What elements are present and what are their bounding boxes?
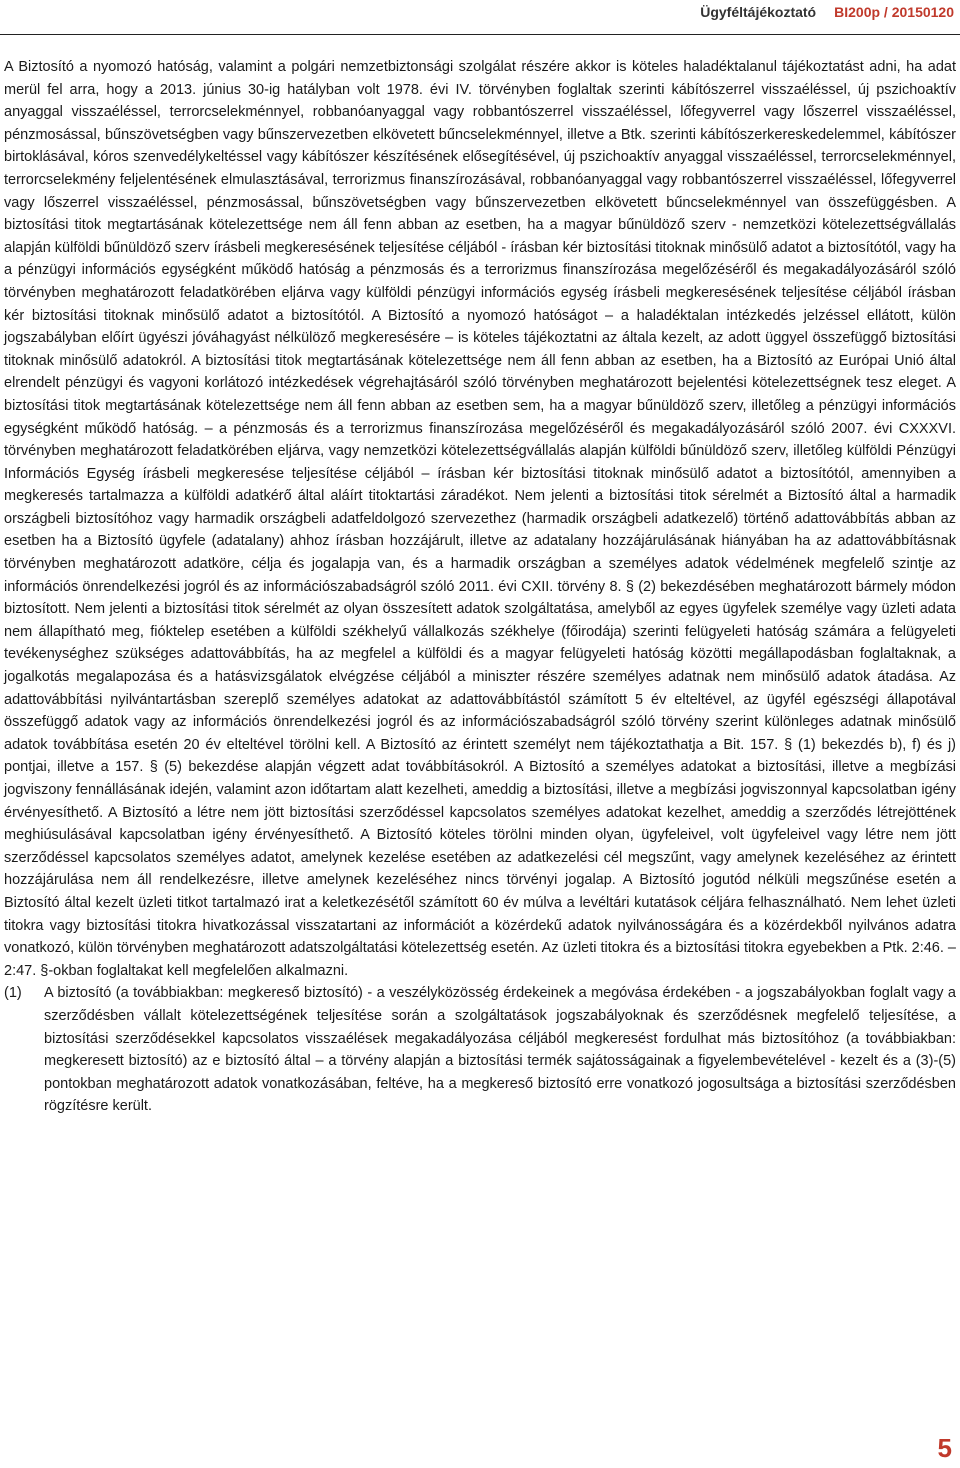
body-paragraph: A Biztosító a nyomozó hatóság, valamint a polgári nemzetbiztonsági szolgálat részére akkor is köteles haladéktalanul tájékoztatást adni, ha adat merül fel arra, hogy a 2013. június 30-ig hatályban volt 1978. évi IV. törvényben foglaltak szerinti kábítószerrel visszaéléssel, új pszichoaktív anyaggal visszaéléssel, terrorcselekménnyel, robbanóanyaggal vagy robbantószerrel visszaéléssel, lőfegyverrel vagy lőszerrel visszaéléssel, pénzmosással, bűnszövetségben vagy bűnszervezetben elkövetett bűncselekménnyel, illetve a Btk. szerinti kábítószerkereskedelemmel, kábítószer birtoklásával, kóros szenvedélykeltéssel vagy kábítószer készítésének elősegítésével, új pszichoaktív anyaggal visszaéléssel, terrorcselekménnyel, terrorcselekmény feljelentésének elmulasztásával, terrorizmus finanszírozásával, robbanóanyaggal vagy robbantószerrel visszaéléssel, lőfegyverrel vagy lőszerrel visszaéléssel, pénzmosással, bűnszövetségben vagy bűnszervezetben elkövetett bűncselekménnyel van összefüggésben. A biztosítási titok megtartásának kötelezettsége nem áll fenn abban az esetben, ha a magyar bűnüldöző szerv - nemzetközi kötelezettségvállalás alapján külföldi bűnüldöző szerv írásbeli megkeresésének teljesítése céljából - írásban kér biztosítási titoknak minősülő adatot a biztosítótól, vagy ha a pénzügyi információs egységként működő hatóság a pénzmosás és a terrorizmus finanszírozása megelőzéséről és megakadályozásáról szóló törvényben meghatározott feladatkörében eljárva vagy külföldi pénzügyi információs egység írásbeli megkeresésének teljesítése céljából írásban kér biztosítási titoknak minősülő adatot a biztosítótól. A Biztosító a nyomozó hatóságot – a haladéktalan intézkedés jelzéssel ellátott, külön jogszabályban előírt ügyészi jóváhagyást nélkülöző megkeresésére – is köteles tájékoztatni az általa kezelt, az adott üggyel összefüggő biztosítási titoknak minősülő adatokról. A biztosítási titok megtartásának kötelezettsége nem áll fenn abban az esetben, ha a Biztosító az Európai Unió által elrendelt pénzügyi és vagyoni korlátozó intézkedések végrehajtásáról szóló törvényben meghatározott bejelentési kötelezettségnek tesz eleget. A biztosítási titok megtartásának kötelezettsége nem áll fenn abban az esetben sem, ha a magyar bűnüldöző szerv, illetőleg a pénzügyi információs egységként működő hatóság. – a pénzmosás és a terrorizmus finanszírozása megelőzéséről és megakadályozásáról szóló 2007. évi CXXXVI. törvényben meghatározott feladatkörében eljárva, vagy nemzetközi kötelezettségvállalás alapján külföldi bűnüldöző szerv, illetőleg külföldi Pénzügyi Információs Egység írásbeli megkeresése teljesítése céljából – írásban kér biztosítási titoknak minősülő adatot a biztosítótól, amennyiben a megkeresés tartalmazza a külföldi adatkérő által aláírt titoktartási záradékot. Nem jelenti a biztosítási titok sérelmét a Biztosító által a harmadik országbeli biztosítóhoz vagy harmadik országbeli adatfeldolgozó szervezethez (harmadik országbeli adatkezelő) történő adattovábbítás abban az esetben ha a Biztosító ügyfele (adatalany) ahhoz írásban hozzájárult, illetve az adatalany hozzájárulásának hiányában ha az adattovábbításnak törvényben meghatározott adatköre, célja és jogalapja van, és a harmadik országban a személyes adatok védelmének megfelelő szintje az információs önrendelkezési jogról és az információszabadságról szóló 2011. évi CXII. törvény 8. § (2) bekezdésében meghatározott bármely módon biztosított. Nem jelenti a biztosítási titok sérelmét az olyan összesített adatok szolgáltatása, amelyből az egyes ügyfelek személye vagy üzleti adata nem állapítható meg, fióktelep esetében a külföldi székhelyű vállalkozás székhelye (főirodája) szerinti felügyeleti hatóság számára a felügyeleti tevékenységhez szükséges adattovábbítás, ha az megfelel a külföldi és a magyar felügyeleti hatóság közötti megállapodásban foglaltaknak, a jogalkotás megalapozása és a hatásvizsgálatok elvégzése céljából a miniszter részére személyes adatnak nem minősülő adatok átadása. Az adattovábbítási nyilvántartásban szereplő személyes adatokat az adattovábbítástól számított 5 év elteltével, az ügyfél egészségi állapotával összefüggő adatok vagy az információs önrendelkezési jogról és az információszabadságról szóló törvény szerint különleges adatnak minősülő adatok továbbítása esetén 20 év elteltével törölni kell. A Biztosító az érintett személyt nem tájékoztathatja a Bit. 157. § (1) bekezdés b), f) és j) pontjai, illetve a 157. § (5) bekezdése alapján végzett adat továbbításokról. A Biztosító a személyes adatokat a biztosítási, illetve a megbízási jogviszony fennállásának idején, valamint azon időtartam alatt kezelheti, ameddig a biztosítási, illetve a megbízási jogviszonnyal kapcsolatban igény érvényesíthető. A Biztosító a létre nem jött biztosítási szerződéssel kapcsolatos személyes adatokat kezelhet, ameddig a szerződés létrejöttének meghiúsulásával kapcsolatban igény érvényesíthető. A Biztosító köteles törölni minden olyan, ügyfeleivel, volt ügyfeleivel vagy létre nem jött szerződéssel kapcsolatos személyes adatot, amelynek kezelése esetében az adatkezelési cél megszűnt, vagy amelynek kezeléséhez az érintett hozzájárulása nem áll rendelkezésre, illetve amelynek kezeléséhez nincs törvényi jogalap. A Biztosító jogutód nélküli megszűnése esetén a Biztosító által kezelt üzleti titkot tartalmazó irat a keletkezésétől számított 60 év múlva a levéltári kutatások céljára felhasználható. Nem lehet üzleti titokra vagy biztosítási titokra hivatkozással visszatartani az információt a közérdekű adatok nyilvánosságára és a közérdekből nyilvános adatra vonatkozó, külön törvényben meghatározott adatszolgáltatási kötelezettség esetén. Az üzleti titokra és a biztosítási titokra egyebekben a Ptk. 2:46. – 2:47. §-okban foglaltakat kell megfelelően alkalmazni. — [4, 59, 956, 979]
numbered-list-item — [4, 982, 956, 1118]
page-header — [700, 0, 960, 24]
list-item-number: (1) — [4, 985, 22, 1002]
page-number: 5 — [937, 1433, 952, 1463]
document-type-label: Ügyféltájékoztató — [700, 4, 817, 20]
document-body — [4, 56, 956, 1118]
list-item-text: A biztosító (a továbbiakban: megkereső biztosító) - a veszélyközösség érdekeinek a megóvása érdekében - a jogszabályokban foglalt vagy a szerződésben vállalt kötelezettségének teljesítése során a szolgáltatások jogszabályoknak és szerződésnek megfelelő teljesítése, a biztosítási szerződésekkel kapcsolatos visszaélések megakadályozása céljából megkeresést fordulhat más biztosítóhoz (a továbbiakban: megkeresett biztosító) az e biztosító által – a törvény alapján a biztosítási termék sajátosságainak a figyelembevételével - kezelt és a (3)-(5) pontokban meghatározott adatok vonatkozásában, feltéve, ha a megkereső biztosító erre vonatkozó jogosultsága a biztosítási szerződésben rögzítésre került. — [44, 985, 956, 1115]
document-code-label: BI200p / 20150120 — [834, 4, 954, 20]
header-divider — [0, 34, 960, 35]
